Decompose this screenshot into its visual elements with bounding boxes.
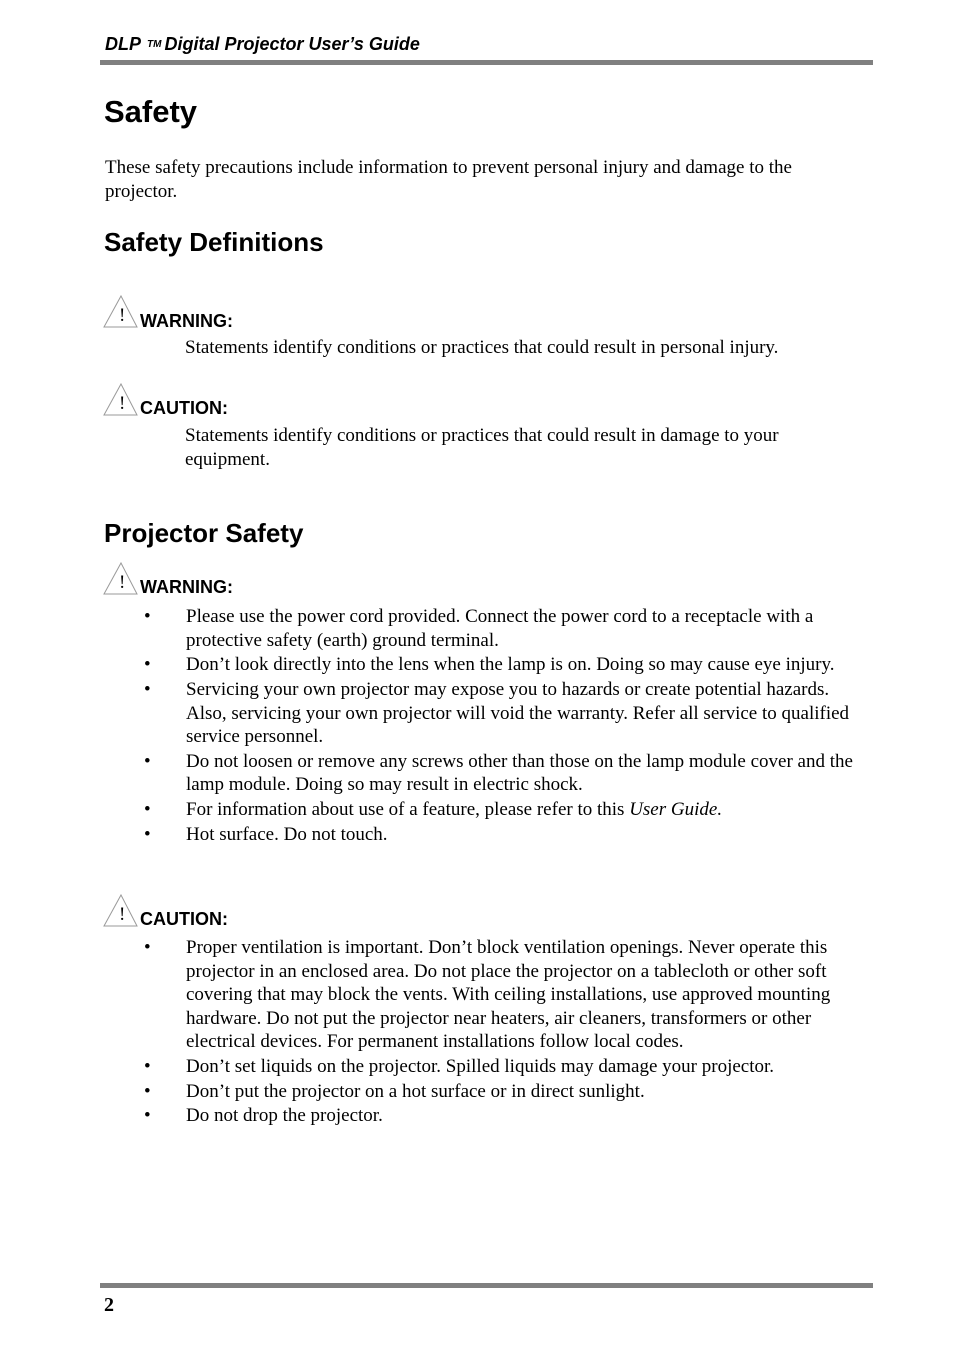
list-item-text: Do not loosen or remove any screws other than those on the lamp module cover and the lamp module. Doing so may result in electric shock. xyxy=(186,750,853,796)
header-trademark: TM xyxy=(147,39,162,50)
definition-caution-label: CAUTION: xyxy=(140,398,228,418)
footer-rule xyxy=(100,1283,873,1288)
bullet-icon: • xyxy=(144,799,151,821)
definition-caution-text: Statements identify conditions or practices that could result in damage to your equipment. xyxy=(185,425,779,470)
list-item xyxy=(140,750,868,797)
svg-text:!: ! xyxy=(119,393,126,414)
header-rule xyxy=(100,60,873,65)
list-item-text: Proper ventilation is important. Don’t block ventilation openings. Never operate this projector in an enclosed area. Do not place the projector on a tablecloth or other soft covering that may block the vents. With ceiling installations, use approved mounting hardware. Do not put the projector near heaters, air cleaners, transformers or other electrical devices. For permanent installations follow local codes. xyxy=(186,937,831,1052)
list-item-text: Don’t look directly into the lens when the lamp is on. Doing so may cause eye injury. xyxy=(186,654,835,676)
warning-triangle-icon xyxy=(102,561,138,597)
running-header xyxy=(105,34,420,55)
page-number: 2 xyxy=(104,1294,114,1316)
svg-text:!: ! xyxy=(119,904,126,925)
user-guide-emphasis: User Guide. xyxy=(629,799,723,821)
list-item xyxy=(140,653,868,677)
projector-warning-label: WARNING: xyxy=(140,577,233,597)
warning-triangle-icon xyxy=(102,893,138,929)
list-item-text: Please use the power cord provided. Connect the power cord to a receptacle with a protective safety (earth) ground terminal. xyxy=(186,606,814,651)
header-product: DLP xyxy=(105,34,141,54)
list-item-text: Hot surface. Do not touch. xyxy=(186,823,388,845)
definition-warning-text: Statements identify conditions or practices that could result in personal injury. xyxy=(185,337,779,358)
bullet-icon: • xyxy=(144,750,151,772)
list-item xyxy=(140,678,868,749)
list-item xyxy=(140,1080,868,1104)
bullet-icon: • xyxy=(144,823,151,845)
list-item xyxy=(140,798,868,822)
projector-warning-list xyxy=(140,605,868,848)
list-item xyxy=(140,605,868,652)
header-guide-title: Digital Projector User’s Guide xyxy=(164,34,420,54)
bullet-icon: • xyxy=(144,654,151,676)
warning-triangle-icon xyxy=(102,294,138,330)
bullet-icon: • xyxy=(144,937,151,958)
section-heading-projector-safety: Projector Safety xyxy=(104,518,304,548)
projector-caution-list xyxy=(140,936,868,1129)
intro-paragraph: These safety precautions include information to prevent personal injury and damage to the projector. xyxy=(105,157,792,202)
list-item xyxy=(140,1104,868,1128)
list-item-text: Do not drop the projector. xyxy=(186,1105,383,1127)
page-title: Safety xyxy=(104,94,198,129)
svg-text:!: ! xyxy=(119,305,126,326)
list-item-text: Don’t put the projector on a hot surface or in direct sunlight. xyxy=(186,1080,645,1102)
warning-triangle-icon xyxy=(102,382,138,418)
bullet-icon: • xyxy=(144,679,151,701)
svg-text:!: ! xyxy=(119,572,126,593)
list-item xyxy=(140,1055,868,1079)
definition-warning-label: WARNING: xyxy=(140,311,233,331)
list-item xyxy=(140,936,868,1054)
list-item-text: For information about use of a feature, please refer to this xyxy=(186,799,630,821)
projector-caution-label: CAUTION: xyxy=(140,909,228,929)
bullet-icon: • xyxy=(144,606,151,627)
section-heading-safety-definitions: Safety Definitions xyxy=(104,227,324,257)
bullet-icon: • xyxy=(144,1105,151,1127)
bullet-icon: • xyxy=(144,1055,151,1077)
list-item-text: Servicing your own projector may expose you to hazards or create potential hazards. Also, servicing your own projector will void the warranty. Refer all service to qualified service personnel. xyxy=(186,679,850,748)
list-item xyxy=(140,823,868,847)
bullet-icon: • xyxy=(144,1080,151,1102)
list-item-text: Don’t set liquids on the projector. Spilled liquids may damage your projector. xyxy=(186,1055,775,1077)
